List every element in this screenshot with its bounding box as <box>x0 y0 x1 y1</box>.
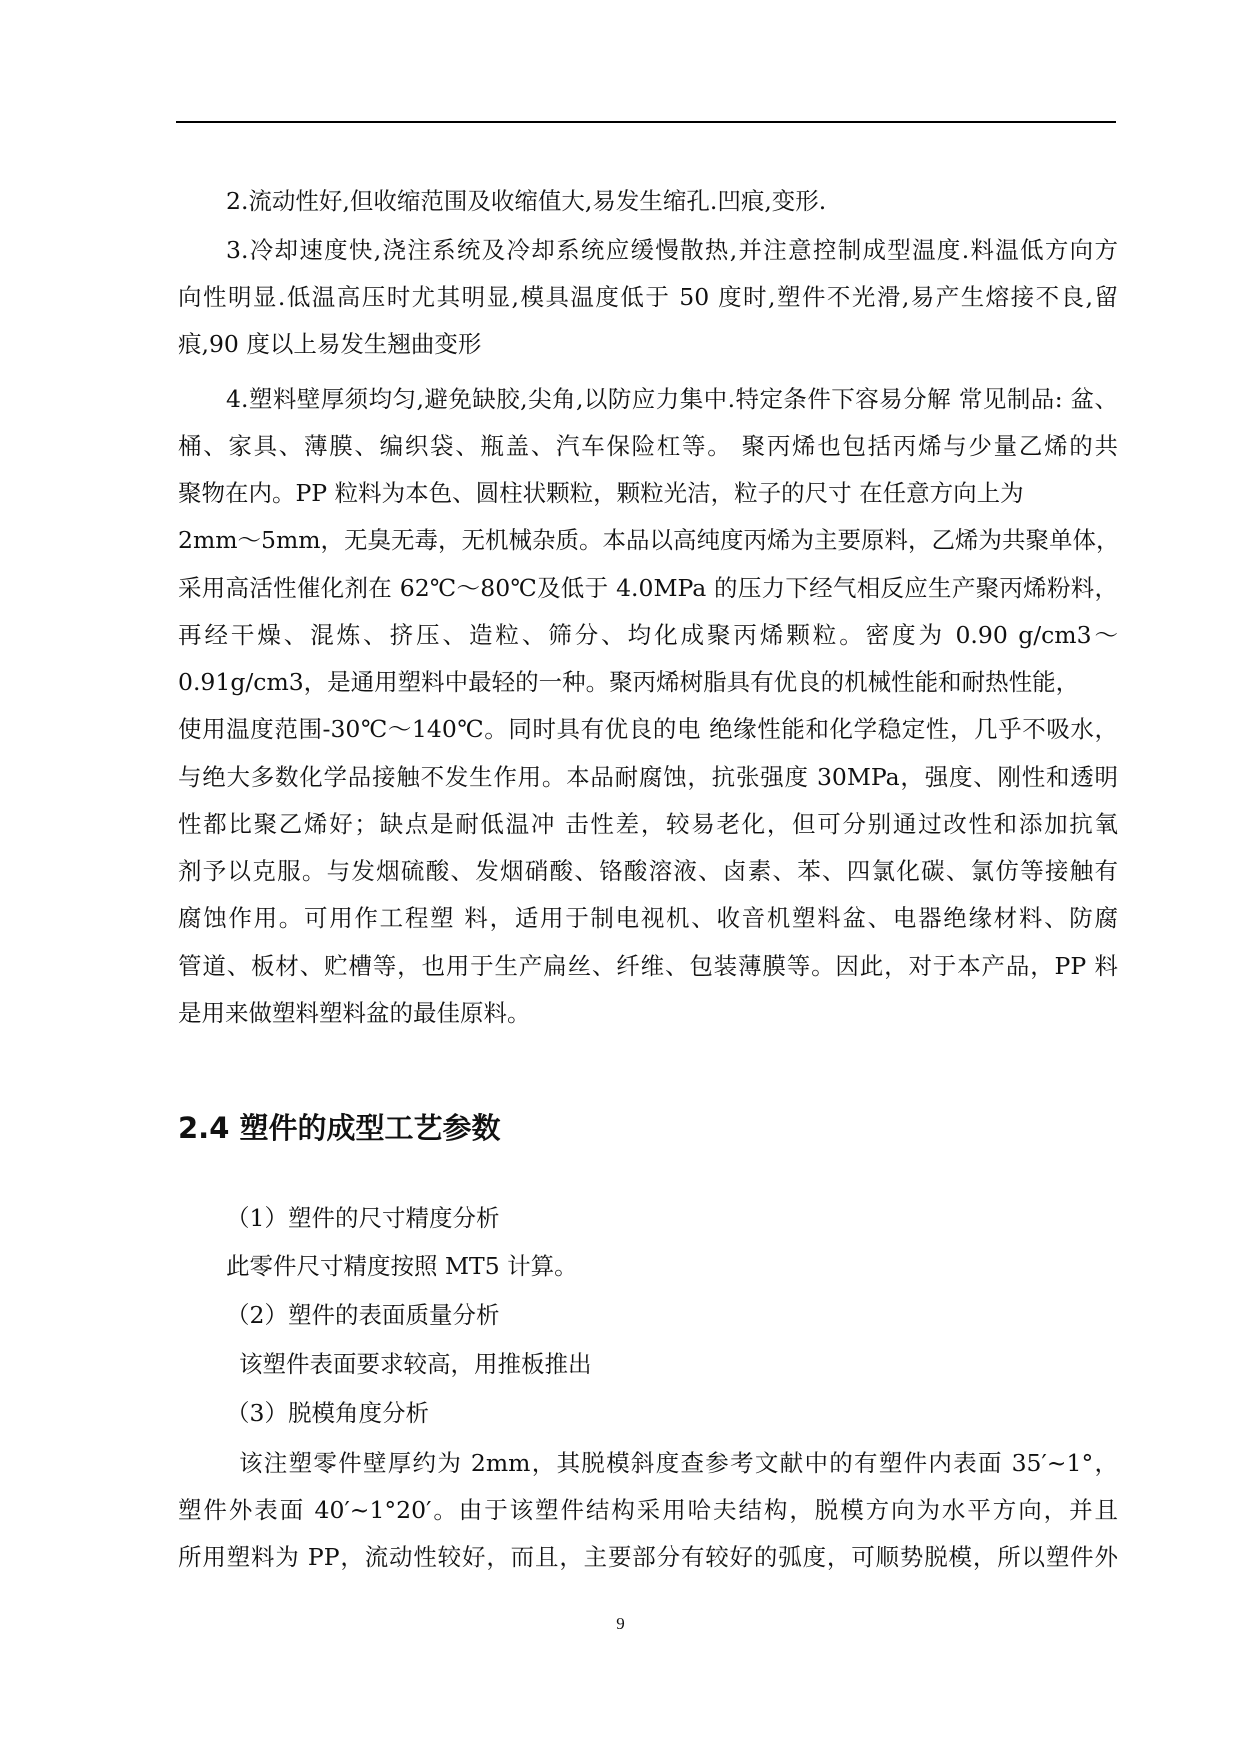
section-heading: 2.4 塑件的成型工艺参数 <box>178 1111 501 1145</box>
page-number: 9 <box>616 1614 625 1633</box>
header-rule <box>176 121 1116 123</box>
para3-line-2: 桶、家具、薄膜、编织袋、瓶盖、汽车保险杠等。 聚丙烯也包括丙烯与少量乙烯的共 <box>178 432 1118 460</box>
para3-line-4: 2mm～5mm，无臭无毒，无机械杂质。本品以高纯度丙烯为主要原料，乙烯为共聚单体， <box>178 526 1120 554</box>
para3-line-5: 采用高活性催化剂在 62℃～80℃及低于 4.0MPa 的压力下经气相反应生产聚丙烯粉料， <box>178 574 1118 602</box>
para3-line-13: 管道、板材、贮槽等，也用于生产扁丝、纤维、包装薄膜等。因此，对于本产品，PP 料 <box>178 952 1118 980</box>
para2-line-3: 痕,90 度以上易发生翘曲变形 <box>178 330 482 358</box>
para2-line-2: 向性明显.低温高压时尤其明显,模具温度低于 50 度时,塑件不光滑,易产生熔接不良,留 <box>178 283 1118 311</box>
para3-line-7: 0.91g/cm3，是通用塑料中最轻的一种。聚丙烯树脂具有优良的机械性能和耐热性能， <box>178 668 1080 696</box>
para3-line-12: 腐蚀作用。可用作工程塑 料，适用于制电视机、收音机塑料盆、电器绝缘材料、防腐 <box>178 904 1118 932</box>
para1-line-1: 2.流动性好,但收缩范围及收缩值大,易发生缩孔.凹痕,变形. <box>226 187 827 215</box>
para3-line-8: 使用温度范围-30℃～140℃。同时具有优良的电 绝缘性能和化学稳定性，几乎不吸水， <box>178 715 1118 743</box>
para4-line-3: 所用塑料为 PP，流动性较好，而且，主要部分有较好的弧度，可顺势脱模，所以塑件外 <box>178 1543 1118 1571</box>
para3-line-9: 与绝大多数化学品接触不发生作用。本品耐腐蚀，抗张强度 30MPa，强度、刚性和透明 <box>178 763 1118 791</box>
para3-line-14: 是用来做塑料塑料盆的最佳原料。 <box>178 999 531 1027</box>
para4-line-1: 该注塑零件壁厚约为 2mm，其脱模斜度查参考文献中的有塑件内表面 35′~1°， <box>239 1449 1118 1477</box>
para2-line-1: 3.冷却速度快,浇注系统及冷却系统应缓慢散热,并注意控制成型温度.料温低方向方 <box>226 236 1118 264</box>
para3-line-10: 性都比聚乙烯好；缺点是耐低温冲 击性差，较易老化，但可分别通过改性和添加抗氧 <box>178 810 1118 838</box>
para3-line-3: 聚物在内。PP 粒料为本色、圆柱状颗粒，颗粒光洁，粒子的尺寸 在任意方向上为 <box>178 479 1024 507</box>
item-3-title: （3）脱模角度分析 <box>226 1399 429 1427</box>
item-2-body: 该塑件表面要求较高，用推板推出 <box>239 1350 592 1378</box>
item-1-title: （1）塑件的尺寸精度分析 <box>226 1204 500 1232</box>
para3-line-11: 剂予以克服。与发烟硫酸、发烟硝酸、铬酸溶液、卤素、苯、四氯化碳、氯仿等接触有 <box>178 857 1118 885</box>
item-1-body: 此零件尺寸精度按照 MT5 计算。 <box>226 1252 578 1280</box>
item-2-title: （2）塑件的表面质量分析 <box>226 1301 500 1329</box>
para3-line-1: 4.塑料壁厚须均匀,避免缺胶,尖角,以防应力集中.特定条件下容易分解 常见制品: 盆、 <box>226 385 1118 413</box>
para3-line-6: 再经干燥、混炼、挤压、造粒、筛分、均化成聚丙烯颗粒。密度为 0.90 g/cm3～ <box>178 621 1118 649</box>
para4-line-2: 塑件外表面 40′~1°20′。由于该塑件结构采用哈夫结构，脱模方向为水平方向，并且 <box>178 1496 1118 1524</box>
